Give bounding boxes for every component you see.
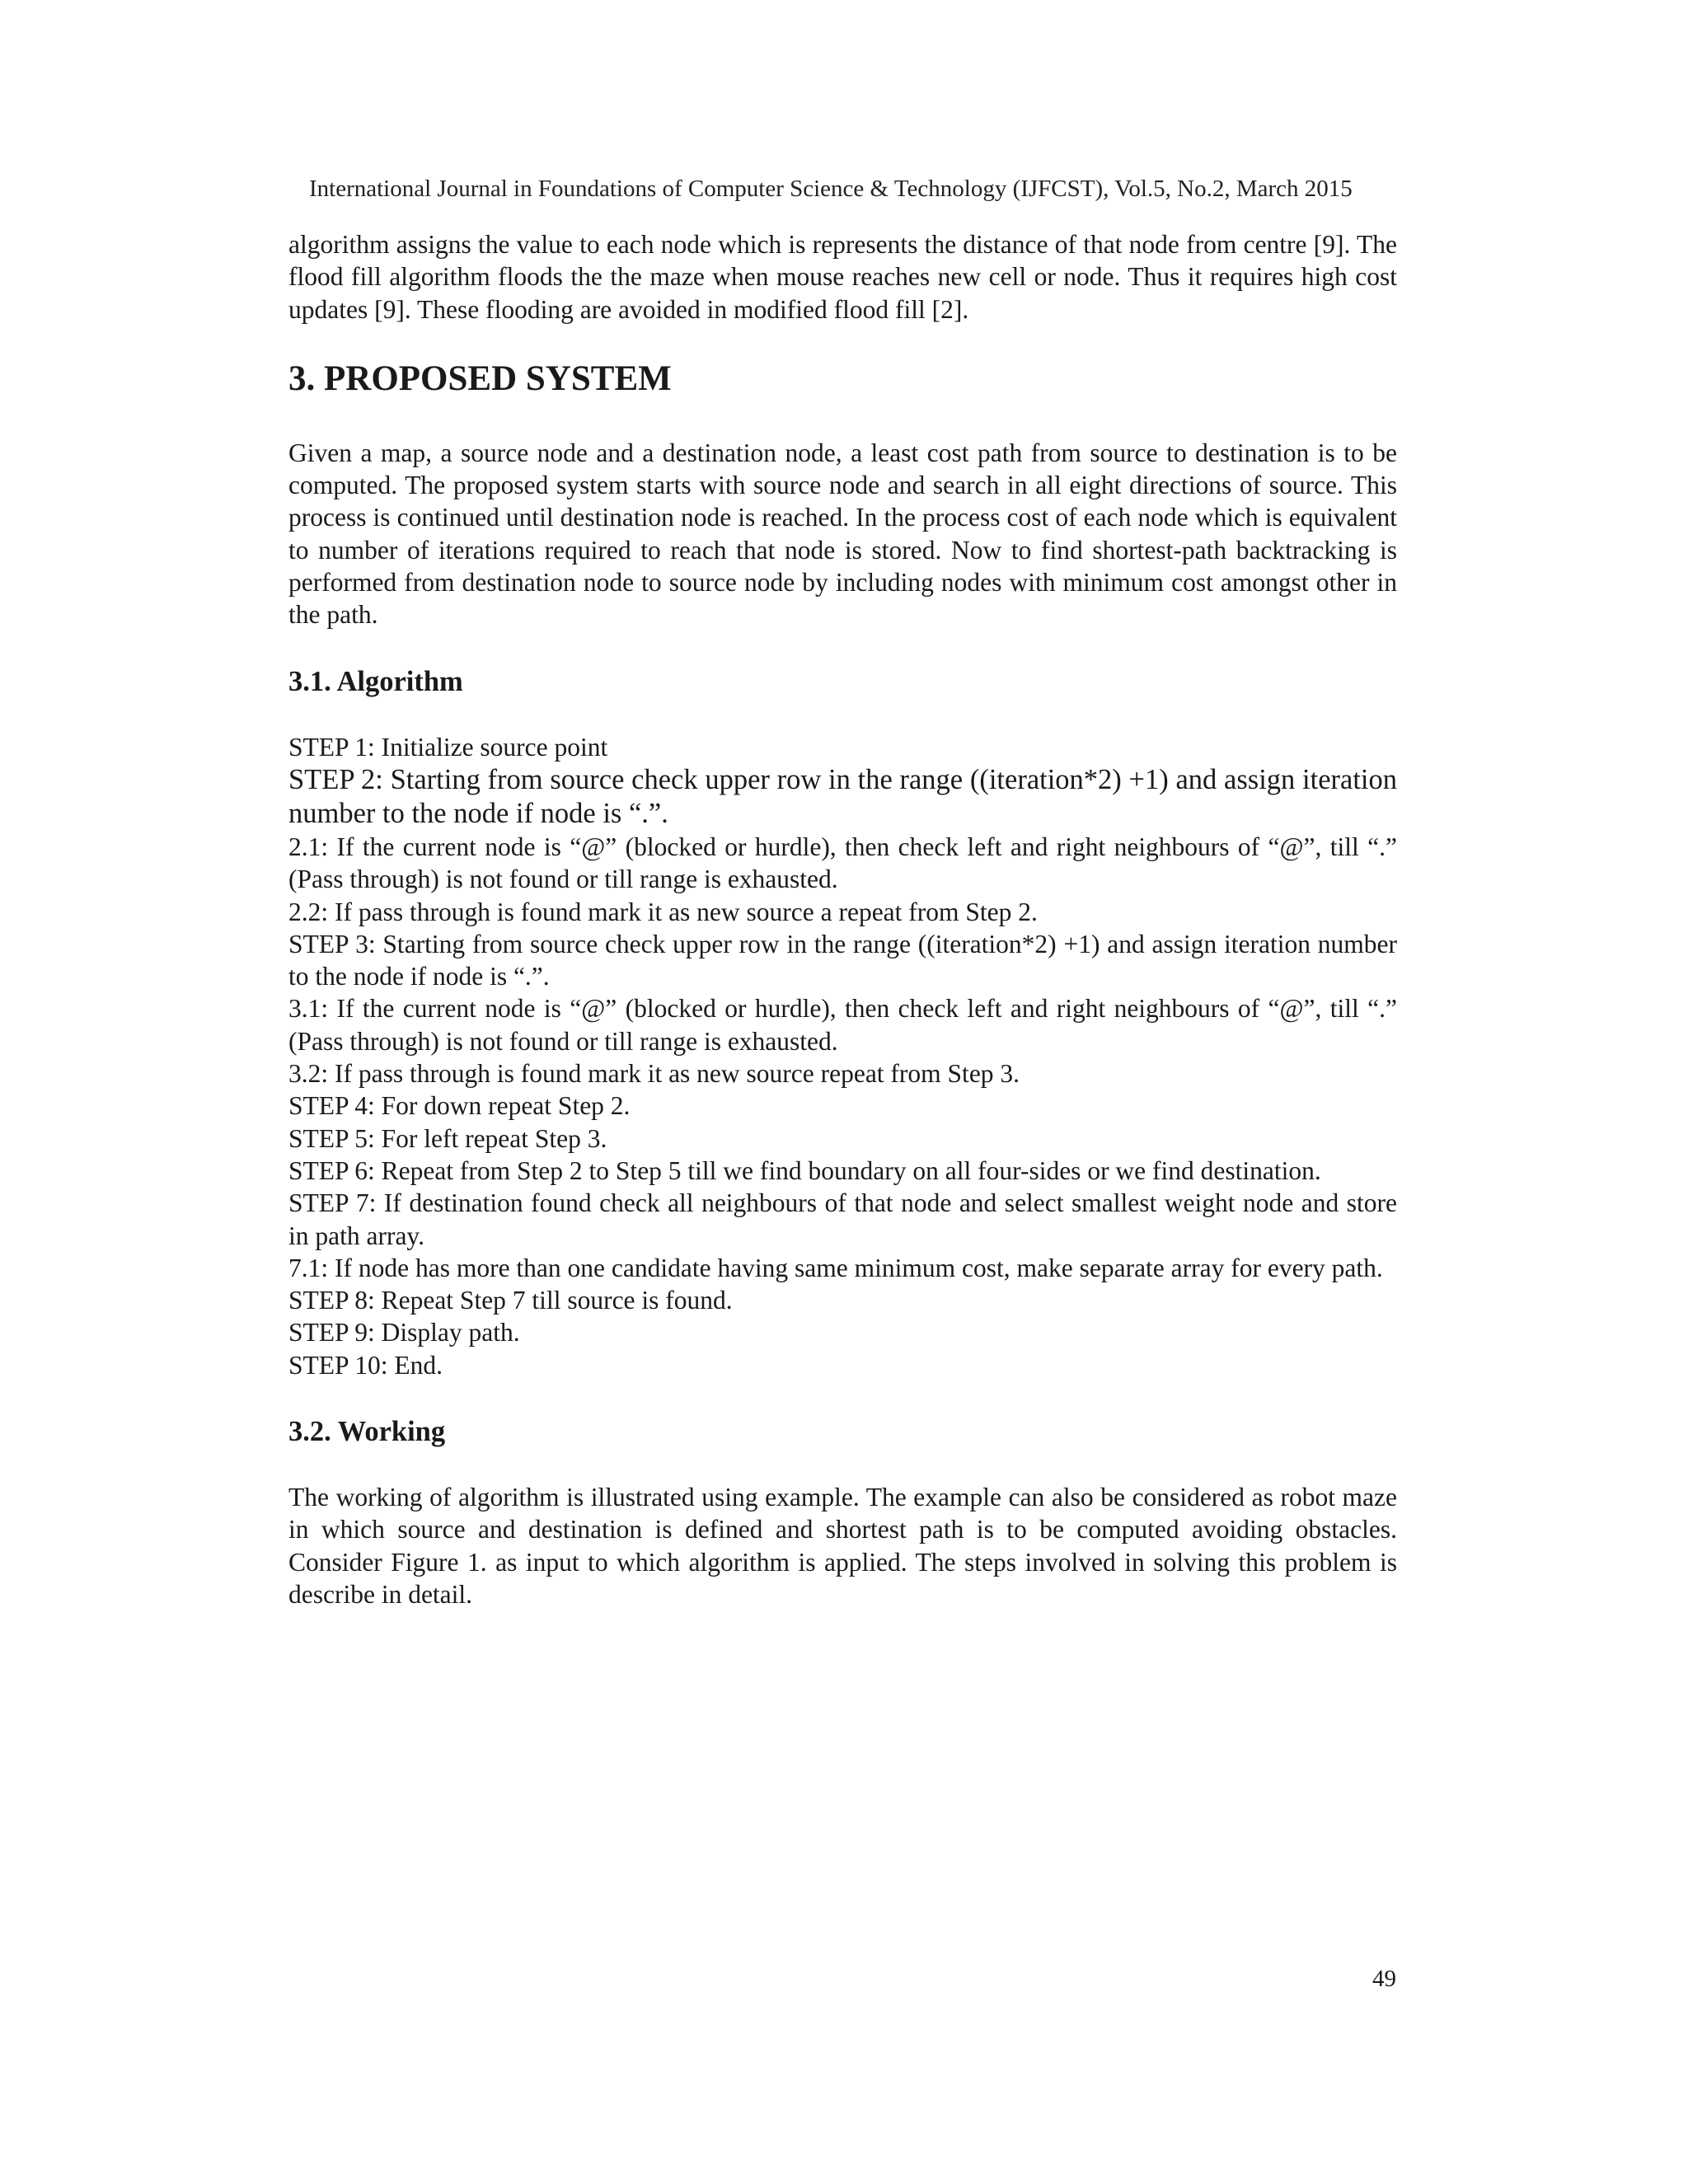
algorithm-step: STEP 9: Display path. bbox=[288, 1318, 520, 1347]
proposed-system-paragraph: Given a map, a source node and a destination node, a least cost path from source to destination is to be computed. The proposed system starts with source node and search in all eight directions of source. This process is continued until destination node is reached. In the process cost of each node which is equivalent to number of iterations required to reach that node is stored. Now to find shortest-path backtracking is performed from destination node to source node by including nodes with minimum cost amongst other in the path. bbox=[288, 438, 1397, 630]
algorithm-step: STEP 8: Repeat Step 7 till source is found. bbox=[288, 1286, 733, 1315]
algorithm-step: STEP 1: Initialize source point bbox=[288, 732, 608, 762]
algorithm-step: STEP 6: Repeat from Step 2 to Step 5 till we find boundary on all four-sides or we find destination. bbox=[288, 1155, 1321, 1185]
algorithm-step: STEP 5: For left repeat Step 3. bbox=[288, 1123, 607, 1153]
algorithm-step: 2.1: If the current node is “@” (blocked or hurdle), then check left and right neighbours of “@”, till “.” (Pass through) is not found or till range is exhausted. bbox=[288, 832, 1397, 894]
algorithm-step: 2.2: If pass through is found mark it as new source a repeat from Step 2. bbox=[288, 897, 1038, 926]
algorithm-step: STEP 7: If destination found check all neighbours of that node and select smallest weight node and store in path array. bbox=[288, 1188, 1397, 1250]
working-paragraph: The working of algorithm is illustrated using example. The example can also be considered as robot maze in which source and destination is defined and shortest path is to be computed avoiding obstacles. Consider Figure 1. as input to which algorithm is applied. The steps involved in solving this problem is describe in detail. bbox=[288, 1483, 1397, 1609]
algorithm-step: STEP 4: For down repeat Step 2. bbox=[288, 1091, 631, 1121]
algorithm-step: 3.2: If pass through is found mark it as new source repeat from Step 3. bbox=[288, 1059, 1020, 1089]
algorithm-step: STEP 10: End. bbox=[288, 1350, 443, 1380]
algorithm-step: STEP 3: Starting from source check upper row in the range ((iteration*2) +1) and assign iteration number to the node if node is “.”. bbox=[288, 929, 1397, 991]
page-number: 49 bbox=[1372, 1966, 1396, 1992]
running-header: International Journal in Foundations of Computer Science & Technology (IJFCST), Vol.5, No.2, March 2015 bbox=[309, 176, 1353, 202]
intro-paragraph: algorithm assigns the value to each node which is represents the distance of that node from centre [9]. The flood fill algorithm floods the the maze when mouse reaches new cell or node. Thus it requires high cost updates [9]. These flooding are avoided in modified flood fill [2]. bbox=[288, 230, 1397, 324]
algorithm-steps bbox=[288, 731, 1397, 1381]
subsection-heading-algorithm: 3.1. Algorithm bbox=[288, 665, 463, 697]
subsection-heading-working: 3.2. Working bbox=[288, 1416, 446, 1448]
page-content bbox=[288, 228, 1397, 1610]
algorithm-step: 3.1: If the current node is “@” (blocked or hurdle), then check left and right neighbours of “@”, till “.” (Pass through) is not found or till range is exhausted. bbox=[288, 994, 1397, 1056]
section-heading-proposed-system: 3. PROPOSED SYSTEM bbox=[288, 359, 672, 398]
algorithm-step: STEP 2: Starting from source check upper row in the range ((iteration*2) +1) and assign iteration number to the node if node is “.”. bbox=[288, 763, 1397, 829]
algorithm-step: 7.1: If node has more than one candidate having same minimum cost, make separate array for every path. bbox=[288, 1253, 1383, 1282]
